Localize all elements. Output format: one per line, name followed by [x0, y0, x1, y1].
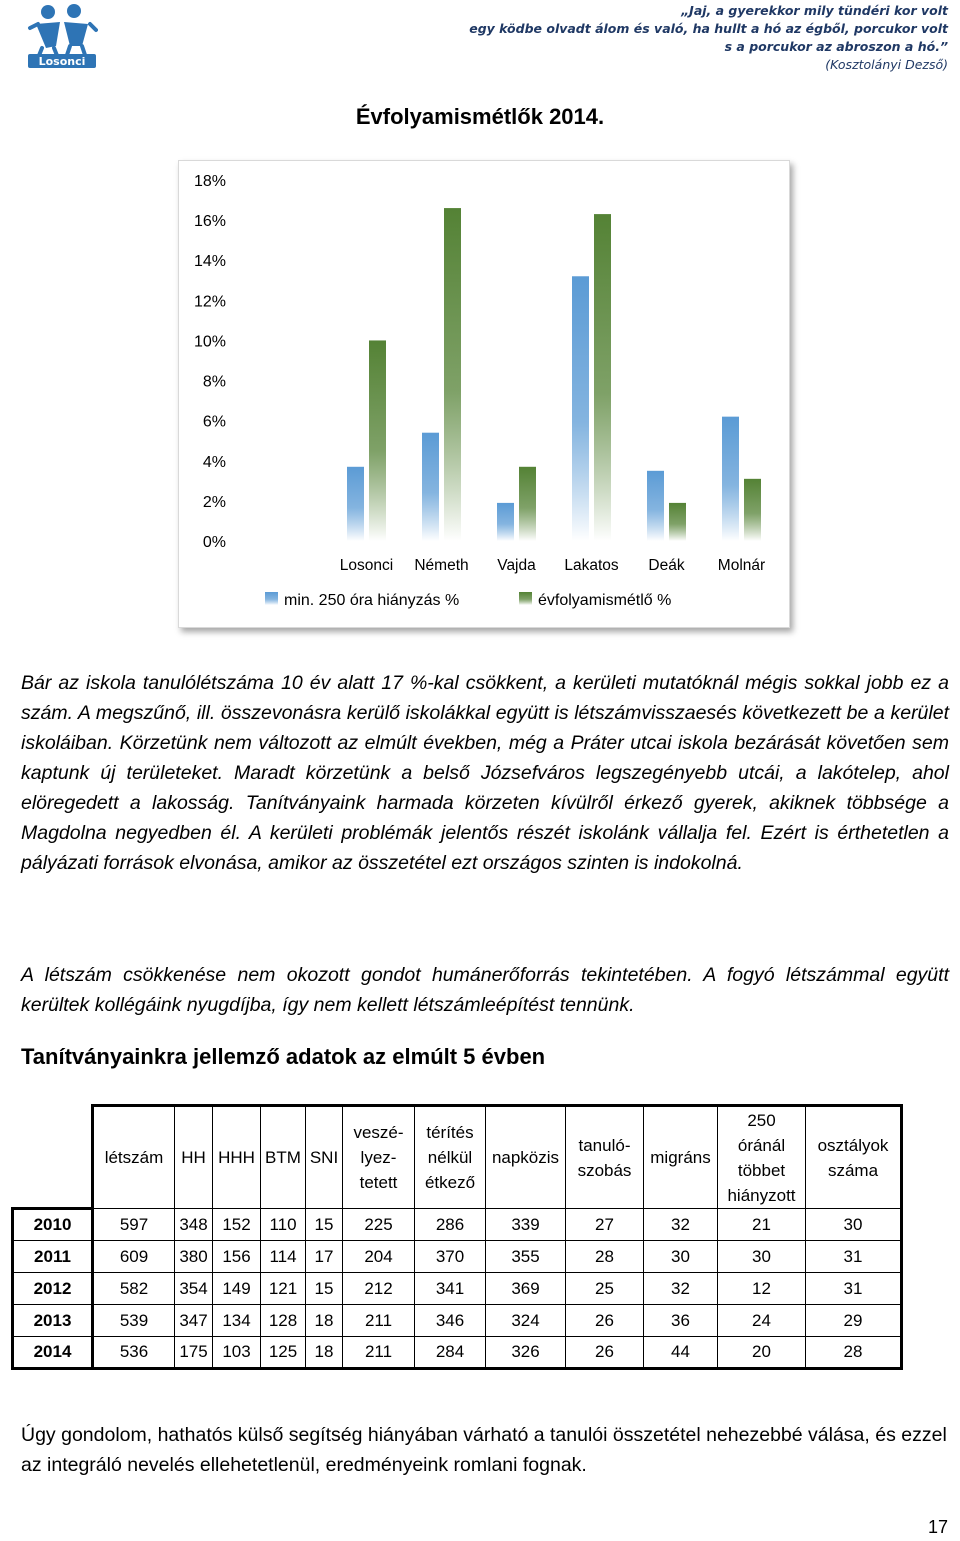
table-cell: 597: [93, 1209, 175, 1241]
table-cell: 27: [566, 1209, 644, 1241]
table-cell: 354: [175, 1273, 213, 1305]
table-header-line: HHH: [218, 1148, 255, 1167]
table-cell: 30: [718, 1241, 806, 1273]
y-tick-label: 16%: [193, 213, 226, 231]
table-cell: 20: [718, 1337, 806, 1369]
table-cell: 32: [644, 1273, 718, 1305]
y-tick-label: 8%: [202, 373, 226, 391]
table-cell: 225: [343, 1209, 415, 1241]
legend-swatch: [265, 592, 278, 605]
table-header: [806, 1106, 902, 1209]
y-tick-label: 18%: [193, 173, 226, 190]
table-cell: 284: [415, 1337, 486, 1369]
table-cell: 204: [343, 1241, 415, 1273]
table-cell: 121: [261, 1273, 306, 1305]
table-header: [175, 1106, 213, 1209]
table-cell: 355: [486, 1241, 566, 1273]
paragraph-1-text: Bár az iskola tanulólétszáma 10 év alatt 17 %-kal csökkent, a kerületi mutatóknál mégis sokkal jobb ez a szám. A megszűnő, ill. összevonásra kerülő iskolákkal együtt is létszámvisszaesés következett be a kerület iskoláiban. Körzetünk nem változott az elmúlt években, még a Práter utcai iskola bezárását követően sem kaptunk új területeket. Maradt körzetünk a belső Józsefváros legszegényebb utcái, a lakótelep, ahol elöregedett a lakosság. Tanítványaink harmada körzeten kívülről érkező gyerek, akiknek többsége a Magdolna negyedben él. A kerületi problémák jelentős részét iskolánk vállalja fel. Ezért is érthetetlen a pályázati források elvonása, amikor az összetétel ezt országos szinten is indokolná.: [21, 672, 949, 874]
table-cell: 149: [213, 1273, 261, 1305]
table-cell: 134: [213, 1305, 261, 1337]
table-header-line: térítés: [426, 1123, 474, 1142]
y-tick-label: 6%: [202, 413, 226, 431]
table-header: [261, 1106, 306, 1209]
table-header-line: veszé-: [353, 1123, 404, 1142]
quote-author: (Kosztolányi Dezső): [825, 57, 948, 72]
x-tick-label: Lakatos: [564, 557, 619, 574]
table-cell: 152: [213, 1209, 261, 1241]
x-axis-labels: [340, 557, 765, 574]
table-cell: 609: [93, 1241, 175, 1273]
legend-swatch: [519, 592, 532, 605]
table-cell: 211: [343, 1305, 415, 1337]
table-cell: 539: [93, 1305, 175, 1337]
table-header: [93, 1106, 175, 1209]
bar-lakatos-series-1: [572, 276, 589, 541]
bar-deák-series-2: [669, 503, 686, 541]
table-cell: 30: [644, 1241, 718, 1273]
quote-line-3: s a porcukor az abroszon a hó.”: [724, 39, 948, 54]
table-header-line: szobás: [577, 1160, 632, 1180]
table-cell: 36: [644, 1305, 718, 1337]
table-header: [343, 1106, 415, 1209]
table-cell: 326: [486, 1337, 566, 1369]
table-header-line: BTM: [265, 1148, 301, 1167]
bar-vajda-series-1: [497, 503, 514, 541]
table-cell: 341: [415, 1273, 486, 1305]
legend-label: min. 250 óra hiányzás %: [284, 592, 460, 609]
bar-chart: [178, 160, 790, 628]
table-cell: 103: [213, 1337, 261, 1369]
x-tick-label: Vajda: [497, 557, 536, 574]
table-cell: 21: [718, 1209, 806, 1241]
table-header-line: SNI: [309, 1148, 339, 1167]
table-header: [566, 1106, 644, 1209]
bar-vajda-series-2: [519, 467, 536, 541]
table-cell: 26: [566, 1305, 644, 1337]
table-header-line: étkező: [424, 1173, 476, 1192]
table-cell: 44: [644, 1337, 718, 1369]
legend-label: évfolyamismétlő %: [538, 592, 672, 609]
table-header-line: száma: [827, 1160, 879, 1180]
table-cell: 18: [306, 1337, 343, 1369]
table-cell: 324: [486, 1305, 566, 1337]
table-cell: 17: [306, 1241, 343, 1273]
y-axis-ticks: [194, 173, 226, 551]
table-cell: 114: [261, 1241, 306, 1273]
table-header: [718, 1106, 806, 1209]
bar-molnár-series-1: [722, 417, 739, 541]
x-tick-label: Molnár: [717, 557, 766, 574]
table-header: [306, 1106, 343, 1209]
table-cell: 31: [806, 1241, 902, 1273]
table-cell: 536: [93, 1337, 175, 1369]
page-title: Évfolyamismétlők 2014.: [355, 104, 605, 129]
paragraph-2-text: A létszám csökkenése nem okozott gondot humánerőforrás tekintetében. A fogyó létszámmal együtt kerültek kollégáink nyugdíjba, így nem kellett létszámleépítést tennünk.: [21, 964, 949, 1016]
y-tick-label: 4%: [202, 453, 226, 471]
y-tick-label: 0%: [202, 534, 226, 551]
paragraph-2: [21, 960, 949, 1020]
table-cell: 110: [261, 1209, 306, 1241]
bars: [347, 208, 761, 541]
bar-losonci-series-1: [347, 467, 364, 541]
table-cell: 369: [486, 1273, 566, 1305]
table-cell: 15: [306, 1209, 343, 1241]
row-year: 2012: [13, 1273, 93, 1305]
bar-deák-series-1: [647, 471, 664, 541]
table-header: [213, 1106, 261, 1209]
table-header-line: lyez-: [360, 1148, 397, 1167]
row-year: 2010: [13, 1209, 93, 1241]
section-title: Tanítványainkra jellemző adatok az elmúlt 5 évben: [21, 1044, 546, 1069]
table-cell: 348: [175, 1209, 213, 1241]
table-header-line: létszám: [104, 1148, 164, 1167]
table-header-line: 250: [747, 1110, 776, 1130]
logo-text: Losonci: [38, 55, 86, 68]
table-cell: 12: [718, 1273, 806, 1305]
table-row: [13, 1273, 902, 1305]
y-tick-label: 10%: [193, 333, 226, 351]
bar-lakatos-series-2: [594, 214, 611, 541]
table-cell: 24: [718, 1305, 806, 1337]
legend: [265, 592, 671, 609]
table-cell: 339: [486, 1209, 566, 1241]
table-cell: 212: [343, 1273, 415, 1305]
row-year: 2013: [13, 1305, 93, 1337]
table-cell: 175: [175, 1337, 213, 1369]
student-data-table: [11, 1104, 903, 1370]
table-cell: 380: [175, 1241, 213, 1273]
header-quote: [428, 2, 948, 74]
table-row: [13, 1209, 902, 1241]
table-header-line: nélkül: [427, 1148, 473, 1167]
table-header: [486, 1106, 566, 1209]
x-tick-label: Deák: [648, 557, 685, 574]
table-cell: 346: [415, 1305, 486, 1337]
page-number: 17: [927, 1517, 948, 1537]
bar-németh-series-2: [444, 208, 461, 541]
table-header: [644, 1106, 718, 1209]
table-header-line: óránál: [737, 1135, 786, 1155]
table-header: [415, 1106, 486, 1209]
x-tick-label: Németh: [414, 557, 469, 574]
school-logo: [26, 2, 98, 68]
table-row: [13, 1241, 902, 1273]
table-header-line: napközis: [491, 1148, 560, 1167]
table-cell: 156: [213, 1241, 261, 1273]
table-cell: 31: [806, 1273, 902, 1305]
table-cell: 211: [343, 1337, 415, 1369]
table-header-line: osztályok: [817, 1135, 889, 1155]
table-cell: 25: [566, 1273, 644, 1305]
table-header-line: hiányzott: [727, 1185, 796, 1205]
table-cell: 28: [566, 1241, 644, 1273]
table-cell: 370: [415, 1241, 486, 1273]
table-header-line: tanuló-: [578, 1135, 631, 1155]
table-header-line: migráns: [650, 1148, 711, 1167]
table-header-line: HH: [181, 1148, 206, 1167]
y-tick-label: 14%: [193, 253, 226, 271]
quote-line-1: „Jaj, a gyerekkor mily tündéri kor volt: [681, 3, 948, 18]
table-header-line: többet: [737, 1160, 786, 1180]
table-cell: 32: [644, 1209, 718, 1241]
table-cell: 30: [806, 1209, 902, 1241]
row-year: 2014: [13, 1337, 93, 1369]
table-cell: 128: [261, 1305, 306, 1337]
paragraph-1: [21, 668, 949, 878]
bar-molnár-series-2: [744, 479, 761, 541]
table-cell: 26: [566, 1337, 644, 1369]
bar-losonci-series-2: [369, 340, 386, 541]
row-year: 2011: [13, 1241, 93, 1273]
table-corner: [13, 1106, 93, 1209]
table-cell: 286: [415, 1209, 486, 1241]
y-tick-label: 2%: [202, 493, 226, 511]
table-cell: 582: [93, 1273, 175, 1305]
table-cell: 347: [175, 1305, 213, 1337]
bar-chart-svg: [179, 161, 791, 629]
table-row: [13, 1337, 902, 1369]
quote-line-2: egy ködbe olvadt álom és való, ha hullt a hó az égből, porcukor volt: [469, 21, 948, 36]
table-cell: 15: [306, 1273, 343, 1305]
table-cell: 125: [261, 1337, 306, 1369]
paragraph-3: Úgy gondolom, hathatós külső segítség hiányában várható a tanulói összetétel nehezebbé válása, és ezzel az integráló nevelés ellehetetlenül, eredményeink romlani fognak.: [21, 1424, 947, 1476]
table-header-line: tetett: [359, 1173, 398, 1192]
bar-németh-series-1: [422, 433, 439, 541]
table-cell: 28: [806, 1337, 902, 1369]
table-cell: 29: [806, 1305, 902, 1337]
x-tick-label: Losonci: [339, 557, 394, 574]
y-tick-label: 12%: [193, 293, 226, 311]
table-cell: 18: [306, 1305, 343, 1337]
table-row: [13, 1305, 902, 1337]
